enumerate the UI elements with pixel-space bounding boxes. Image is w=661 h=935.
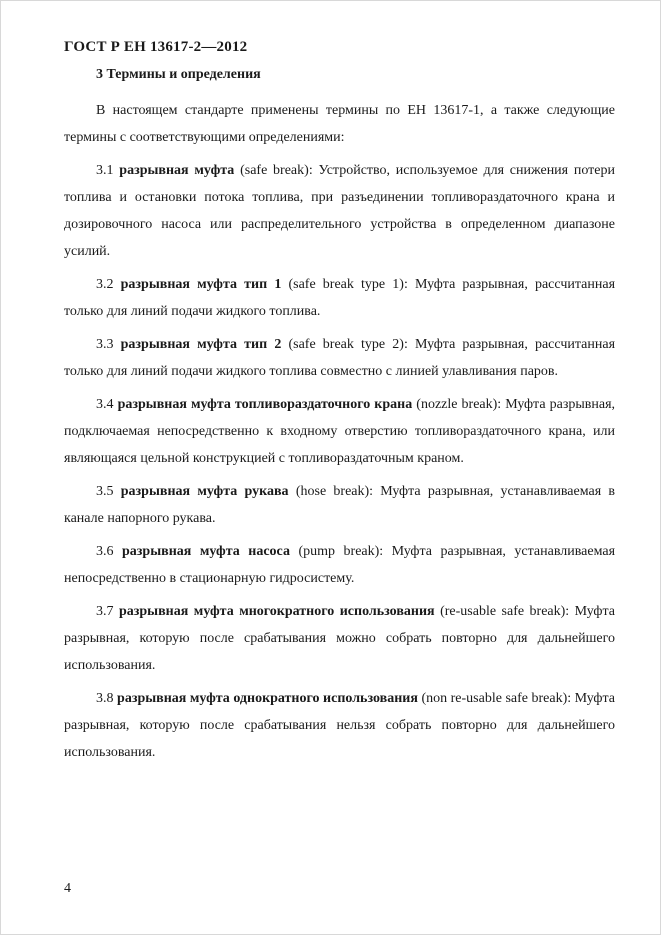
term-number: 3.5 [96,484,114,499]
term-number: 3.6 [96,544,114,559]
term-number: 3.1 [96,163,114,178]
term-entry [64,271,615,325]
term-definition: (re-usable safe break): Муфта разрывная, которую после срабатывания можно собрать повторно для дальнейшего использования. [64,604,615,673]
term-name: разрывная муфта тип 2 [120,337,282,352]
intro-paragraph: В настоящем стандарте применены термины по ЕН 13617-1, а также следующие термины с соответствующими определениями: [64,103,615,145]
term-number: 3.7 [96,604,114,619]
term-entry [64,538,615,592]
section-title: 3 Термины и определения [96,67,261,82]
term-definition: (hose break): Муфта разрывная, устанавливаемая в канале напорного рукава. [64,484,616,526]
page-number: 4 [64,881,71,896]
term-name: разрывная муфта рукава [120,484,289,499]
term-name: разрывная муфта многократного использования [118,604,435,619]
term-entry [64,598,615,679]
term-name: разрывная муфта насоса [122,544,290,559]
term-definition: (pump break): Муфта разрывная, устанавливаемая непосредственно в стационарную гидросистему. [64,544,616,586]
term-definition: (safe break type 2): Муфта разрывная, рассчитанная только для линий подачи жидкого топлива совместно с линией улавливания паров. [64,337,616,379]
standard-header: ГОСТ Р ЕН 13617-2—2012 [64,39,248,55]
term-name: разрывная муфта однократного использования [117,691,418,706]
document-body [64,97,615,772]
term-name: разрывная муфта тип 1 [120,277,282,292]
term-number: 3.4 [96,397,114,412]
term-number: 3.3 [96,337,114,352]
term-definition: (safe break): Устройство, используемое для снижения потери топлива и остановки потока топлива, при разъединении топливораздаточного крана и дозировочного насоса или распределительного устройства в определенном диапазоне усилий. [64,163,616,259]
term-name: разрывная муфта [119,163,235,178]
term-number: 3.8 [96,691,114,706]
term-definition: (nozzle break): Муфта разрывная, подключаемая непосредственно к входному отверстию топливораздаточного крана, или являющаяся цельной конструкцией с топливораздаточным краном. [64,397,616,466]
term-entry [64,391,615,472]
term-number: 3.2 [96,277,114,292]
term-definition: (safe break type 1): Муфта разрывная, рассчитанная только для линий подачи жидкого топлива. [64,277,616,319]
term-entry [64,157,615,265]
term-entry [64,331,615,385]
term-definition: (non re-usable safe break): Муфта разрывная, которую после срабатывания нельзя собрать повторно для дальнейшего использования. [64,691,616,760]
term-name: разрывная муфта топливораздаточного крана [117,397,413,412]
term-entry [64,685,615,766]
term-entry [64,478,615,532]
